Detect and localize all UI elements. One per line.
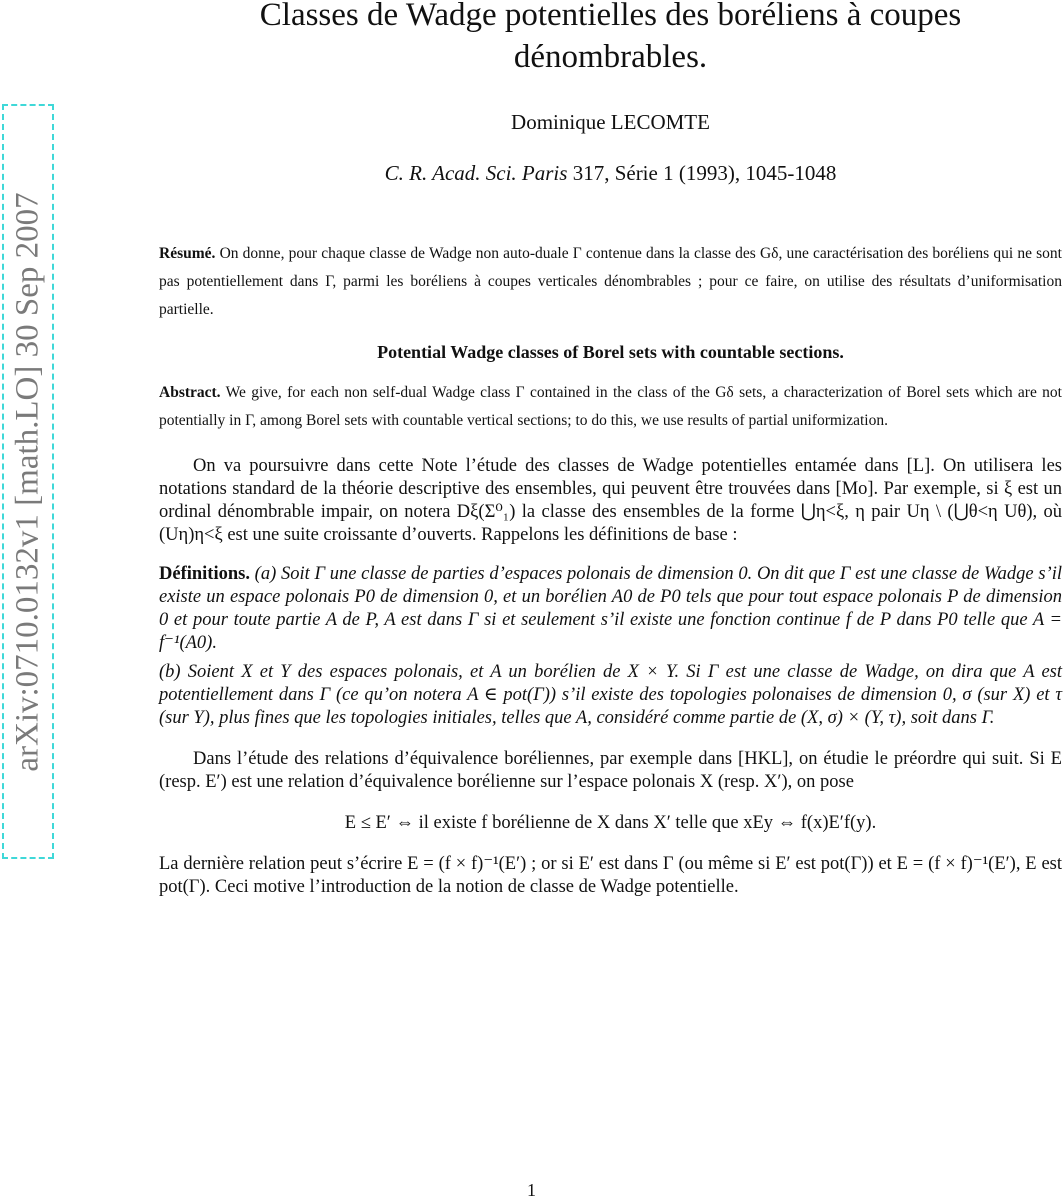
display-equation: E ≤ E′ ⇔ il existe f borélienne de X dans X′ telle que xEy ⇔ f(x)E′f(y).: [344, 813, 877, 833]
intro-paragraph: On va poursuivre dans cette Note l’étude des classes de Wadge potentielles entamée dans [L]. On utilisera les notations standard de la théorie descriptive des ensembles, qui peuvent être trouvées dans [Mo]. Par exemple, si ξ est un ordinal dénombrable impair, on notera Dξ(Σ⁰₁) la classe des ensembles de la forme ⋃η<ξ, η pair Uη \ (⋃θ<η Uθ), où (Uη)η<ξ est une suite croissante d’ouverts. Rappelons les définitions de base :: [159, 456, 1062, 545]
arxiv-id: arXiv:0710.0132v1 [math.LO] 30 Sep 2007: [9, 191, 46, 772]
resume-text: On donne, pour chaque classe de Wadge non auto-duale Γ contenue dans la classe des Gδ, une caractérisation des boréliens qui ne sont pas potentiellement dans Γ, parmi les boréliens à coupes verticales dénombrables ; pour ce faire, on utilise des résultats d’uniformisation partielle.: [159, 245, 1062, 318]
abstract-title: Potential Wadge classes of Borel sets with countable sections.: [377, 342, 844, 362]
resume-block: [159, 240, 1062, 324]
title-line-2: dénombrables.: [513, 39, 708, 75]
closing-paragraph: La dernière relation peut s’écrire E = (f × f)⁻¹(E′) ; or si E′ est dans Γ (ou même si E′ est pot(Γ)) et E = (f × f)⁻¹(E′), E est pot(Γ). Ceci motive l’introduction de la notion de classe de Wadge potentielle.: [159, 854, 1062, 897]
definitions-label: Définitions.: [159, 564, 250, 584]
publication-reference: [159, 161, 1062, 186]
abstract-block: [159, 379, 1062, 435]
paper-title: [159, 0, 1062, 78]
author: Dominique LECOMTE: [511, 110, 710, 134]
definitions-block: [159, 563, 1062, 730]
title-line-1: Classes de Wadge potentielles des boréliens à coupes: [259, 0, 962, 33]
journal-name: C. R. Acad. Sci. Paris: [384, 161, 568, 185]
definition-b: (b) Soient X et Y des espaces polonais, et A un borélien de X × Y. Si Γ est une classe de Wadge, on dira que A est potentiellement dans Γ (ce qu’on notera A ∈ pot(Γ)) s’il existe des topologies polonaises de dimension 0, σ (sur X) et τ (sur Y), plus fines que les topologies initiales, telles que A, considéré comme partie de (X, σ) × (Y, τ), soit dans Γ.: [159, 662, 1062, 728]
equivalence-paragraph: Dans l’étude des relations d’équivalence boréliennes, par exemple dans [HKL], on étudie le préordre qui suit. Si E (resp. E′) est une relation d’équivalence borélienne sur l’espace polonais X (resp. X′), on pose: [159, 749, 1062, 792]
page-number: 1: [527, 1180, 536, 1200]
definition-a: (a) Soit Γ une classe de parties d’espaces polonais de dimension 0. On dit que Γ est une classe de Wadge s’il existe un espace polonais P0 de dimension 0, et un borélien A0 de P0 tels que pour tout espace polonais P de dimension 0 et pour toute partie A de P, A est dans Γ si et seulement s’il existe une fonction continue f de P dans P0 telle que A = f⁻¹(A0).: [159, 564, 1062, 653]
abstract-label: Abstract.: [159, 384, 221, 401]
resume-label: Résumé.: [159, 245, 216, 262]
arxiv-stamp: [2, 104, 54, 859]
page-content: [159, 0, 1062, 899]
reference-details: 317, Série 1 (1993), 1045-1048: [567, 161, 837, 185]
abstract-text: We give, for each non self-dual Wadge class Γ contained in the class of the Gδ sets, a characterization of Borel sets which are not potentially in Γ, among Borel sets with countable vertical sections; to do this, we use results of partial uniformization.: [159, 384, 1062, 429]
